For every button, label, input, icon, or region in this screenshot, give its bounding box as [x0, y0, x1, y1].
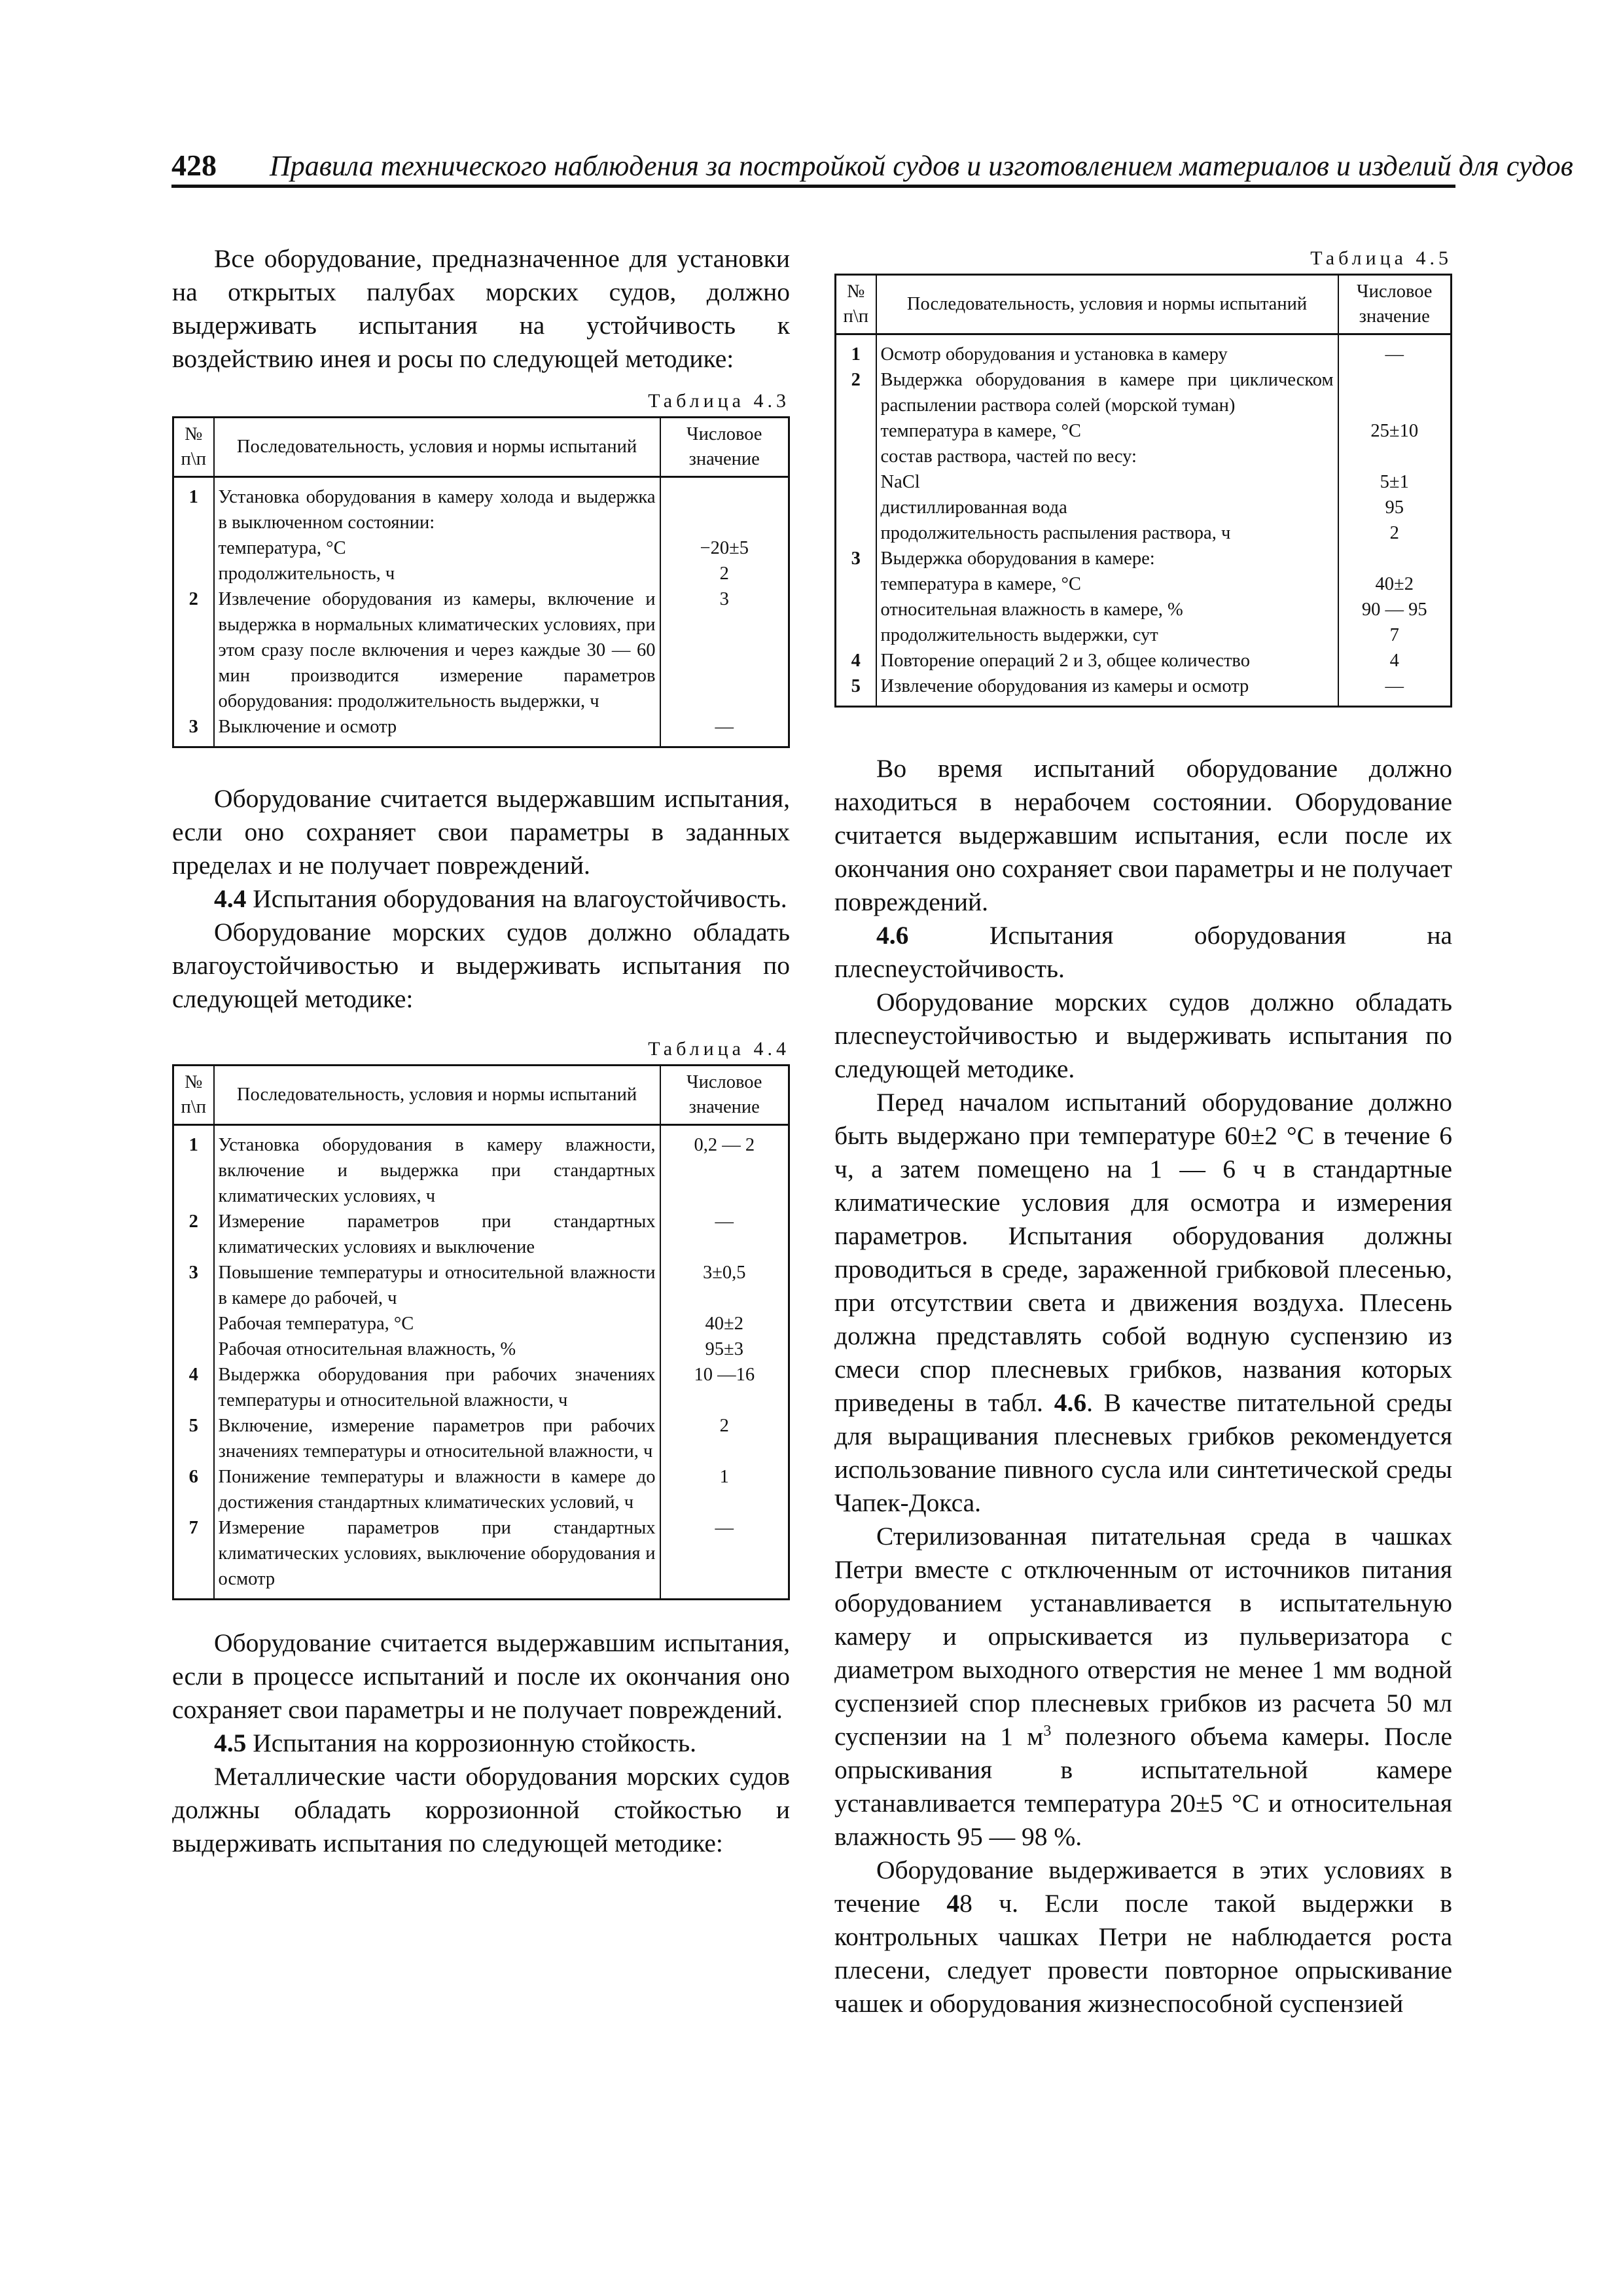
table-row — [836, 622, 1452, 648]
row-number — [836, 520, 876, 546]
section-4-6-number: 4.6 — [876, 921, 909, 950]
table-row — [836, 495, 1452, 520]
table-4-4-body — [173, 1125, 789, 1600]
row-description: продолжительность распыления раствора, ч — [876, 520, 1338, 546]
row-value: — — [1338, 334, 1452, 368]
row-number — [173, 1311, 214, 1336]
row-value: 5±1 — [1338, 469, 1452, 495]
row-number: 1 — [173, 1125, 214, 1210]
table-4-5-caption: Таблица 4.5 — [1310, 247, 1452, 269]
row-number — [173, 1336, 214, 1362]
row-number: 2 — [836, 367, 876, 418]
row-description: Выдержка оборудования в камере: — [876, 546, 1338, 571]
row-number — [836, 571, 876, 597]
left-column — [172, 242, 790, 1860]
table-ref: 4.6 — [1054, 1388, 1087, 1417]
row-value: — — [1338, 673, 1452, 707]
col-header-no: № п\п — [173, 1066, 214, 1125]
row-description: Выдержка оборудования при рабочих значениях температуры и относительной влажности, ч — [214, 1362, 660, 1413]
table-row — [836, 673, 1452, 707]
row-number — [836, 622, 876, 648]
row-description: продолжительность выдержки, сут — [876, 622, 1338, 648]
section-4-5-number: 4.5 — [214, 1729, 247, 1757]
section-4-4-number: 4.4 — [214, 884, 247, 913]
row-value — [1338, 546, 1452, 571]
row-value: 2 — [1338, 520, 1452, 546]
row-description: Осмотр оборудования и установка в камеру — [876, 334, 1338, 368]
row-description: Установка оборудования в камеру холода и выдержка в выключенном состоянии: — [214, 477, 660, 536]
table-row — [836, 469, 1452, 495]
row-number — [836, 597, 876, 622]
col-header-seq: Последовательность, условия и нормы испытаний — [214, 418, 660, 477]
row-number — [836, 444, 876, 469]
row-number: 2 — [173, 1209, 214, 1260]
page-header — [171, 145, 1573, 188]
col-header-value: Числовое значение — [660, 418, 789, 477]
table-row — [173, 1209, 789, 1260]
table-row — [173, 561, 789, 586]
row-value — [1338, 367, 1452, 418]
paragraph-after-4-4: Оборудование считается выдержавшим испытания, если в процессе испытаний и после их окончания оно сохраняет свои параметры и не получает повреждений. — [172, 1628, 790, 1724]
row-number — [173, 535, 214, 561]
section-4-4-heading — [172, 882, 790, 916]
section-4-5-title: Испытания на коррозионную стойкость. — [253, 1729, 696, 1757]
table-row — [836, 334, 1452, 368]
section-4-4-title: Испытания оборудования на влагоустойчивость. — [253, 884, 787, 913]
page-number: 428 — [171, 149, 217, 182]
table-row — [173, 586, 789, 714]
col-header-seq: Последовательность, условия и нормы испытаний — [876, 275, 1338, 334]
col-header-seq: Последовательность, условия и нормы испытаний — [214, 1066, 660, 1125]
row-description: Включение, измерение параметров при рабочих значениях температуры и относительной влажности, ч — [214, 1413, 660, 1464]
paragraph-after-4-5: Во время испытаний оборудование должно находиться в нерабочем состоянии. Оборудование считается выдержавшим испытания, если после их окончания оно сохраняет свои параметры и не получает повреждений. — [834, 754, 1453, 916]
row-description: температура в камере, °С — [876, 571, 1338, 597]
table-row — [836, 418, 1452, 444]
running-title: Правила технического наблюдения за постройкой судов и изготовлением материалов и изделий для судов — [270, 150, 1573, 182]
row-number: 3 — [173, 714, 214, 747]
col-header-value: Числовое значение — [660, 1066, 789, 1125]
row-description: температура, °С — [214, 535, 660, 561]
row-value: — — [660, 714, 789, 747]
row-value: 2 — [660, 561, 789, 586]
row-description: Понижение температуры и влажности в камере до достижения стандартных климатических условий, ч — [214, 1464, 660, 1515]
row-number: 4 — [173, 1362, 214, 1413]
table-row — [173, 1515, 789, 1600]
col-header-value: Числовое значение — [1338, 275, 1452, 334]
table-4-5 — [834, 274, 1452, 708]
row-number — [836, 495, 876, 520]
row-description: Извлечение оборудования из камеры и осмотр — [876, 673, 1338, 707]
row-number: 1 — [173, 477, 214, 536]
row-number — [836, 418, 876, 444]
table-row — [173, 1413, 789, 1464]
paragraph-4-6-b: Перед началом испытаний оборудование должно быть выдержано при температуре 60±2 °С в течение 6 ч, а затем помещено на 1 — 6 ч в стандартные климатические условия для осмотра и измерения параметров. Испытания оборудования должны проводиться в среде, зараженной грибковой плесенью, при отсутствии света и движения воздуха. Плесень должна представлять собой водную суспензию из смеси спор плесневых грибков, названия которых приведены в табл. 4.6. В качестве питательной среды для выращивания плесневых грибков рекомендуется использование пивного сусла или синтетической среды Чапек-Докса. — [834, 1088, 1452, 1517]
table-row — [836, 367, 1452, 418]
row-number: 4 — [836, 648, 876, 673]
table-row — [836, 597, 1452, 622]
row-value: 0,2 — 2 — [660, 1125, 789, 1210]
row-description: Повышение температуры и относительной влажности в камере до рабочей, ч — [214, 1260, 660, 1311]
paragraph-after-4-3: Оборудование считается выдержавшим испытания, если оно сохраняет свои параметры в заданных пределах и не получает повреждений. — [172, 784, 790, 880]
table-row — [173, 1260, 789, 1311]
paragraph-4-6-a: Оборудование морских судов должно обладать плесneустойчивостью и выдерживать испытания по следующей методике. — [834, 988, 1452, 1083]
row-number — [836, 469, 876, 495]
row-value: 95 — [1338, 495, 1452, 520]
paragraph-4-6-d: Оборудование выдерживается в этих условиях в течение 48 ч. Если после такой выдержки в контрольных чашках Петри не наблюдается роста плесени, следует провести повторное опрыскивание чашек и оборудования жизнеспособной суспензией — [834, 1856, 1452, 2018]
table-row — [173, 1336, 789, 1362]
row-value: 95±3 — [660, 1336, 789, 1362]
table-row — [836, 546, 1452, 571]
paragraph-4-5: Металлические части оборудования морских судов должны обладать коррозионной стойкостью и выдерживать испытания по следующей методике: — [172, 1762, 790, 1857]
row-value — [660, 477, 789, 536]
row-description: состав раствора, частей по весу: — [876, 444, 1338, 469]
row-number: 3 — [173, 1260, 214, 1311]
row-number: 3 — [836, 546, 876, 571]
row-description: Рабочая относительная влажность, % — [214, 1336, 660, 1362]
row-description: Выдержка оборудования в камере при циклическом распылении раствора солей (морской туман) — [876, 367, 1338, 418]
table-row — [173, 1311, 789, 1336]
row-description: Выключение и осмотр — [214, 714, 660, 747]
table-4-3-caption: Таблица 4.3 — [648, 390, 790, 412]
row-number: 7 — [173, 1515, 214, 1600]
row-description: NaCl — [876, 469, 1338, 495]
superscript: 3 — [1043, 1722, 1052, 1740]
col-header-no: № п\п — [173, 418, 214, 477]
row-value: 3 — [660, 586, 789, 714]
row-description: Установка оборудования в камеру влажности, включение и выдержка при стандартных климатических условиях, ч — [214, 1125, 660, 1210]
row-description: относительная влажность в камере, % — [876, 597, 1338, 622]
row-value: 4 — [1338, 648, 1452, 673]
row-number: 5 — [836, 673, 876, 707]
table-4-5-body — [836, 334, 1452, 707]
row-value: — — [660, 1209, 789, 1260]
row-description: Измерение параметров при стандартных климатических условиях, выключение оборудования и осмотр — [214, 1515, 660, 1600]
table-4-3-body — [173, 477, 789, 747]
table-row — [836, 571, 1452, 597]
row-number: 1 — [836, 334, 876, 368]
table-4-4-caption: Таблица 4.4 — [648, 1038, 790, 1060]
paragraph-4-6-c: Стерилизованная питательная среда в чашках Петри вместе с отключенным от источников питания оборудованием устанавливается в испытательную камеру и опрыскивается из пульверизатора с диаметром выходного отверстия не менее 1 мм водной суспензией спор плесневых грибков из расчета 50 мл суспензии на 1 $м^3$ полезного объема камеры. После опрыскивания в испытательной камере устанавливается температура 20±5 °С и относительная влажность 95 — 98 %. — [834, 1522, 1453, 1851]
table-4-3 — [172, 416, 790, 748]
row-value: — — [660, 1515, 789, 1600]
table-row — [836, 648, 1452, 673]
row-value: 3±0,5 — [660, 1260, 789, 1311]
row-number: 5 — [173, 1413, 214, 1464]
row-value: 7 — [1338, 622, 1452, 648]
row-description: температура в камере, °С — [876, 418, 1338, 444]
table-row — [173, 535, 789, 561]
row-value: 40±2 — [1338, 571, 1452, 597]
row-value: −20±5 — [660, 535, 789, 561]
row-value — [1338, 444, 1452, 469]
intro-paragraph: Все оборудование, предназначенное для установки на открытых палубах морских судов, должно выдерживать испытания на устойчивость к воздействию инея и росы по следующей методике: — [172, 244, 790, 373]
row-description: Измерение параметров при стандартных климатических условиях и выключение — [214, 1209, 660, 1260]
col-header-no: № п\п — [836, 275, 876, 334]
table-4-4 — [172, 1064, 790, 1600]
row-description: Повторение операций 2 и 3, общее количество — [876, 648, 1338, 673]
section-4-5-heading — [172, 1727, 790, 1760]
row-value: 90 — 95 — [1338, 597, 1452, 622]
row-description: дистиллированная вода — [876, 495, 1338, 520]
row-number: 2 — [173, 586, 214, 714]
table-row — [173, 1362, 789, 1413]
row-value: 1 — [660, 1464, 789, 1515]
row-description: Рабочая температура, °С — [214, 1311, 660, 1336]
table-row — [836, 520, 1452, 546]
section-4-6-title: Испытания оборудования на плесneустойчивость. — [834, 921, 1452, 983]
table-row — [173, 714, 789, 747]
table-row — [173, 477, 789, 536]
row-value: 25±10 — [1338, 418, 1452, 444]
row-value: 40±2 — [660, 1311, 789, 1336]
table-row — [173, 1464, 789, 1515]
table-row — [173, 1125, 789, 1210]
row-value: 10 —16 — [660, 1362, 789, 1413]
row-value: 2 — [660, 1413, 789, 1464]
section-4-6-heading — [834, 919, 1452, 986]
table-row — [836, 444, 1452, 469]
row-description: продолжительность, ч — [214, 561, 660, 586]
paragraph-4-4: Оборудование морских судов должно обладать влагоустойчивостью и выдерживать испытания по следующей методике: — [172, 918, 790, 1013]
row-number — [173, 561, 214, 586]
row-number: 6 — [173, 1464, 214, 1515]
row-description: Извлечение оборудования из камеры, включение и выдержка в нормальных климатических условиях, при этом сразу после включения и через каждые 30 — 60 мин производится измерение параметров оборудования: продолжительность выдержки, ч — [214, 586, 660, 714]
right-column — [834, 247, 1452, 2020]
